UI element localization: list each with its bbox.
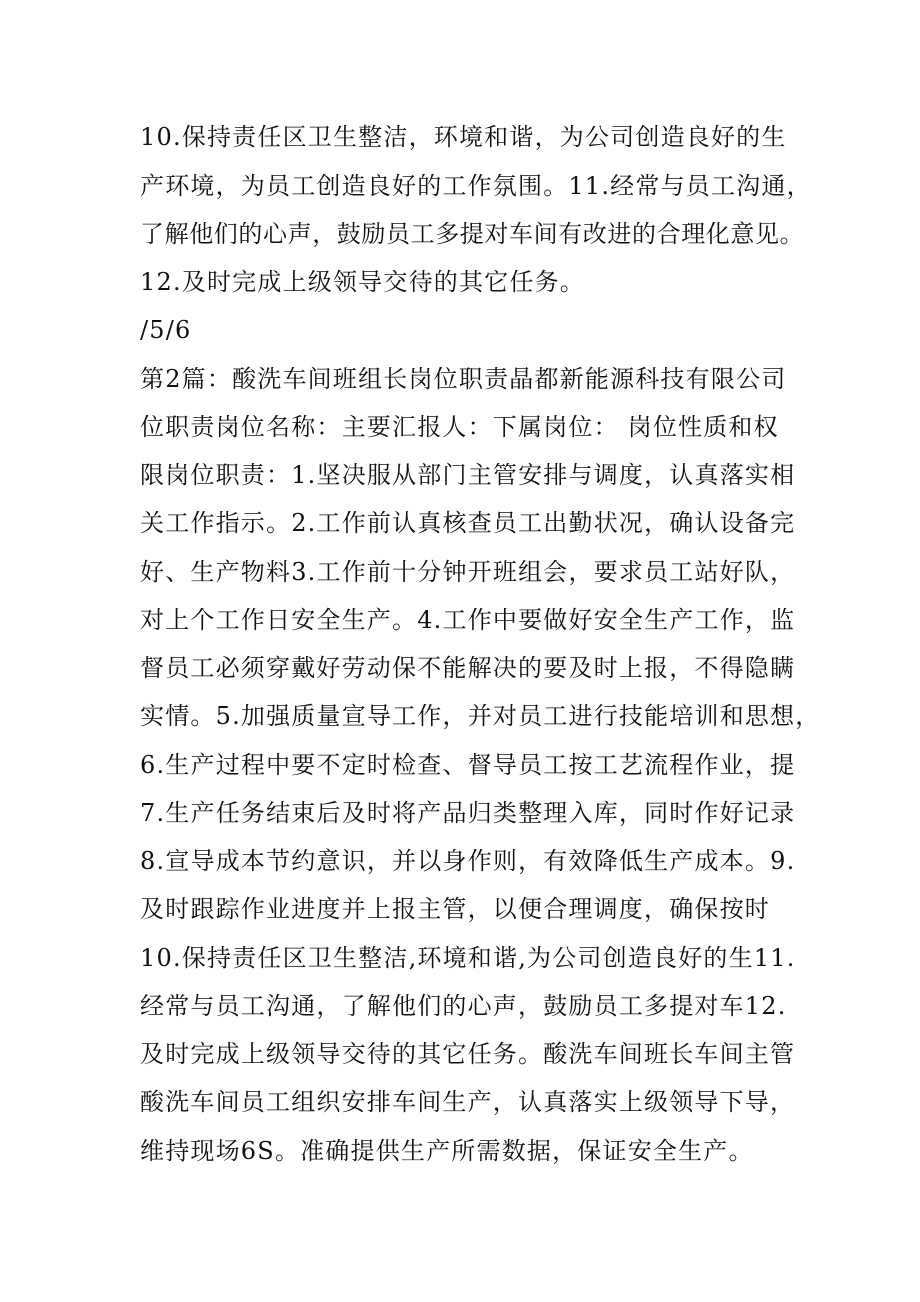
text-line-14: 6.生产过程中要不定时检查、督导员工按工艺流程作业，提 bbox=[140, 751, 796, 779]
text-line-15: 7.生产任务结束后及时将产品归类整理入库，同时作好记录 bbox=[140, 799, 796, 827]
text-line-21: 酸洗车间员工组织安排车间生产，认真落实上级领导下导， bbox=[140, 1088, 796, 1116]
text-line-5: /5/6 bbox=[140, 316, 192, 344]
text-line-11: 对上个工作日安全生产。4.工作中要做好安全生产工作，监 bbox=[140, 606, 796, 634]
text-line-12: 督员工必须穿戴好劳动保不能解决的要及时上报，不得隐瞒 bbox=[140, 654, 796, 682]
text-line-9: 关工作指示。2.工作前认真核查员工出勤状况，确认设备完 bbox=[140, 509, 796, 537]
text-line-10: 好、生产物料3.工作前十分钟开班组会，要求员工站好队， bbox=[140, 558, 796, 586]
text-line-6: 第2篇：酸洗车间班组长岗位职责晶都新能源科技有限公司 bbox=[140, 365, 787, 393]
text-line-17: 及时跟踪作业进度并上报主管，以便合理调度，确保按时 bbox=[140, 895, 770, 923]
text-line-19: 经常与员工沟通，了解他们的心声，鼓励员工多提对车12. bbox=[140, 992, 787, 1020]
text-line-16: 8.宣导成本节约意识，并以身作则，有效降低生产成本。9. bbox=[140, 847, 796, 875]
text-line-4: 12.及时完成上级领导交待的其它任务。 bbox=[140, 268, 585, 296]
text-line-8: 限岗位职责：1.坚决服从部门主管安排与调度，认真落实相 bbox=[140, 461, 796, 489]
text-line-7: 位职责岗位名称：主要汇报人：下属岗位： 岗位性质和权 bbox=[140, 413, 779, 441]
text-line-2: 产环境，为员工创造良好的工作氛围。11.经常与员工沟通， bbox=[140, 172, 812, 200]
text-line-1: 10.保持责任区卫生整洁，环境和谐，为公司创造良好的生 bbox=[140, 123, 787, 151]
text-line-22: 维持现场6S。准确提供生产所需数据，保证安全生产。 bbox=[140, 1137, 754, 1165]
text-line-20: 及时完成上级领导交待的其它任务。酸洗车间班长车间主管 bbox=[140, 1040, 796, 1068]
text-line-3: 了解他们的心声，鼓励员工多提对车间有改进的合理化意见。 bbox=[140, 220, 805, 248]
text-line-13: 实情。5.加强质量宣导工作，并对员工进行技能培训和思想， bbox=[140, 702, 821, 730]
text-line-18: 10.保持责任区卫生整洁,环境和谐,为公司创造良好的生11. bbox=[140, 944, 796, 972]
